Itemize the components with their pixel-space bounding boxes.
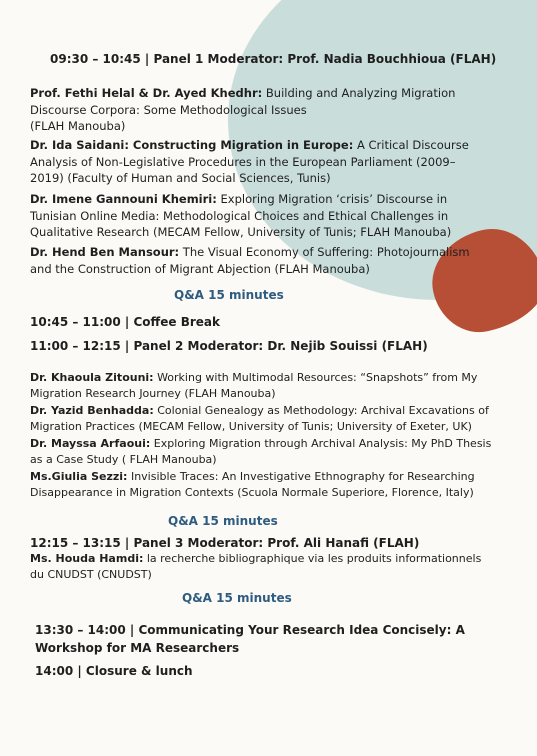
talk-title: Invisible Traces: An Investigative Ethnography for Researching: [127, 470, 475, 483]
affiliation: (FLAH Manouba): [30, 119, 126, 133]
panel1-qa: Q&A 15 minutes: [174, 288, 284, 302]
speaker-name: Dr. Ida Saidani: Constructing Migration in Europe:: [30, 138, 354, 152]
affiliation: Qualitative Research (MECAM Fellow, University of Tunis; FLAH Manouba): [30, 225, 452, 239]
talk-title-cont: Migration Practices (MECAM Fellow, University of Tunis; University of Exeter, UK): [30, 420, 472, 433]
closure-lunch: 14:00 | Closure & lunch: [35, 664, 193, 678]
panel3-entry-1: [30, 551, 481, 583]
panel2-entry-4: [30, 469, 475, 501]
talk-title: A Critical Discourse: [353, 138, 469, 152]
panel2-entry-2: [30, 403, 489, 435]
workshop-line-1: 13:30 – 14:00 | Communicating Your Research Idea Concisely: A: [35, 623, 465, 637]
panel1-entry-4: [30, 244, 470, 277]
coffee-break: 10:45 – 11:00 | Coffee Break: [30, 315, 220, 329]
speaker-name: Dr. Khaoula Zitouni:: [30, 371, 154, 384]
talk-title-cont: as a Case Study ( FLAH Manouba): [30, 453, 217, 466]
talk-title: la recherche bibliographique via les produits informationnels: [143, 552, 482, 565]
talk-title-cont: Discourse Corpora: Some Methodological Issues: [30, 102, 307, 117]
workshop-line-2: Workshop for MA Researchers: [35, 641, 240, 655]
speaker-name: Ms. Houda Hamdi:: [30, 552, 144, 565]
talk-title: Building and Analyzing Migration: [262, 86, 456, 100]
affiliation: 2019) (Faculty of Human and Social Sciences, Tunis): [30, 171, 331, 185]
speaker-name: Dr. Hend Ben Mansour:: [30, 245, 180, 259]
talk-title-cont: du CNUDST (CNUDST): [30, 568, 152, 581]
speaker-name: Ms.Giulia Sezzi:: [30, 470, 128, 483]
panel1-entry-2: [30, 137, 469, 187]
talk-title-cont: Migration Research Journey (FLAH Manouba): [30, 387, 276, 400]
talk-title-cont: and the Construction of Migrant Abjection (FLAH Manouba): [30, 261, 370, 276]
talk-title: Exploring Migration ‘crisis’ Discourse in: [216, 192, 448, 206]
panel3-qa: Q&A 15 minutes: [182, 591, 292, 605]
panel1-entry-3: [30, 191, 451, 241]
panel2-entry-3: [30, 436, 491, 468]
talk-title: Exploring Migration through Archival Analysis: My PhD Thesis: [150, 437, 492, 450]
panel2-header: 11:00 – 12:15 | Panel 2 Moderator: Dr. Nejib Souissi (FLAH): [30, 339, 428, 353]
panel2-qa: Q&A 15 minutes: [168, 514, 278, 528]
speaker-name: Prof. Fethi Helal & Dr. Ayed Khedhr:: [30, 86, 263, 100]
speaker-name: Dr. Yazid Benhadda:: [30, 404, 154, 417]
panel2-entry-1: [30, 370, 477, 402]
talk-title-cont: Disappearance in Migration Contexts (Scuola Normale Superiore, Florence, Italy): [30, 486, 474, 499]
workshop-block: [35, 621, 465, 657]
talk-title: Colonial Genealogy as Methodology: Archival Excavations of: [153, 404, 489, 417]
talk-title-cont: Analysis of Non-Legislative Procedures in the European Parliament (2009–: [30, 154, 456, 169]
talk-title: The Visual Economy of Suffering: Photojournalism: [179, 245, 470, 259]
panel1-header: 09:30 – 10:45 | Panel 1 Moderator: Prof. Nadia Bouchhioua (FLAH): [50, 52, 497, 66]
talk-title-cont: Tunisian Online Media: Methodological Choices and Ethical Challenges in: [30, 208, 449, 223]
speaker-name: Dr. Imene Gannouni Khemiri:: [30, 192, 217, 206]
panel3-header: 12:15 – 13:15 | Panel 3 Moderator: Prof. Ali Hanafi (FLAH): [30, 536, 420, 550]
talk-title: Working with Multimodal Resources: “Snapshots” from My: [153, 371, 478, 384]
panel1-entry-1: [30, 85, 455, 135]
speaker-name: Dr. Mayssa Arfaoui:: [30, 437, 151, 450]
